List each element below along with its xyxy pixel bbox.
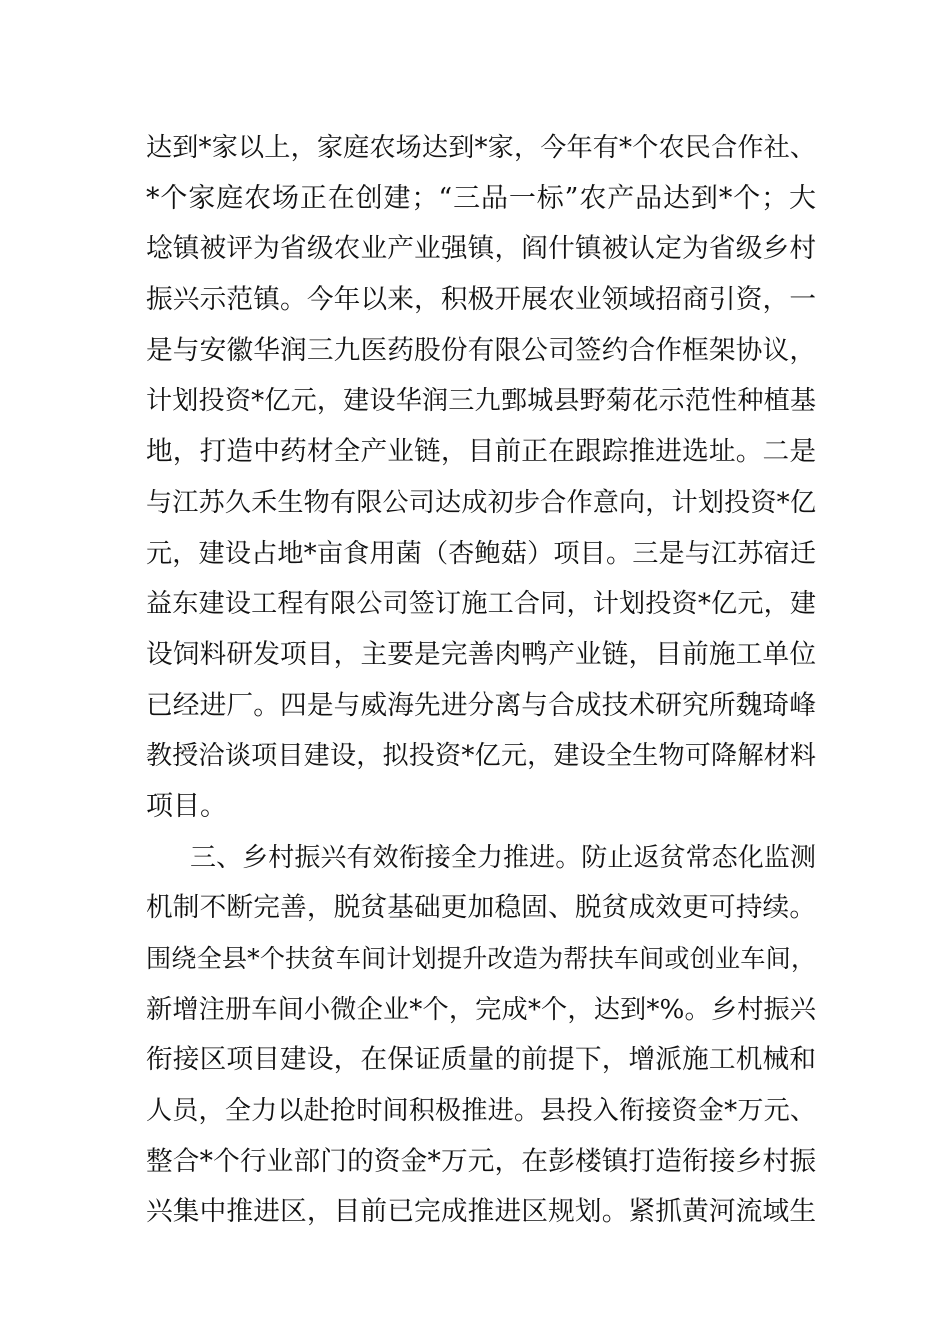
text-line: 是与安徽华润三九医药股份有限公司签约合作框架协议，	[146, 334, 816, 366]
text-line-section-heading: 三、乡村振兴有效衔接全力推进。防止返贫常态化监测	[190, 842, 816, 873]
text-line: 元，建设占地*亩食用菌（杏鲍菇）项目。三是与江苏宿迁	[146, 538, 816, 569]
text-line: 益东建设工程有限公司签订施工合同，计划投资*亿元，建	[146, 589, 816, 620]
text-line: 围绕全县*个扶贫车间计划提升改造为帮扶车间或创业车间，	[146, 944, 816, 973]
text-line: 已经进厂。四是与威海先进分离与合成技术研究所魏琦峰	[146, 689, 816, 721]
text-line: 兴集中推进区，目前已完成推进区规划。紧抓黄河流域生	[146, 1196, 816, 1228]
text-line: 埝镇被评为省级农业产业强镇，阎什镇被认定为省级乡村	[146, 233, 816, 265]
text-line: 人员，全力以赴抢时间积极推进。县投入衔接资金*万元、	[146, 1096, 816, 1127]
text-line: 振兴示范镇。今年以来，积极开展农业领域招商引资，一	[146, 284, 816, 316]
text-line: 与江苏久禾生物有限公司达成初步合作意向，计划投资*亿	[146, 487, 816, 518]
text-line: 新增注册车间小微企业*个，完成*个，达到*%。乡村振兴	[146, 994, 816, 1025]
text-line: 整合*个行业部门的资金*万元，在彭楼镇打造衔接乡村振	[146, 1145, 816, 1177]
text-line: 设饲料研发项目，主要是完善肉鸭产业链，目前施工单位	[146, 638, 816, 670]
text-line: 计划投资*亿元，建设华润三九鄄城县野菊花示范性种植基	[146, 386, 816, 417]
text-line: 机制不断完善，脱贫基础更加稳固、脱贫成效更可持续。	[146, 892, 816, 924]
text-line: 衔接区项目建设，在保证质量的前提下，增派施工机械和	[146, 1044, 816, 1076]
text-line: 教授洽谈项目建设，拟投资*亿元，建设全生物可降解材料	[146, 741, 816, 772]
text-line: 达到*家以上，家庭农场达到*家，今年有*个农民合作社、	[146, 133, 816, 163]
text-line: *个家庭农场正在创建；“三品一标”农产品达到*个；大	[146, 182, 816, 214]
text-line: 地，打造中药材全产业链，目前正在跟踪推进选址。二是	[146, 436, 816, 468]
text-line-paragraph-end: 项目。	[146, 790, 227, 822]
document-body	[146, 123, 816, 1238]
